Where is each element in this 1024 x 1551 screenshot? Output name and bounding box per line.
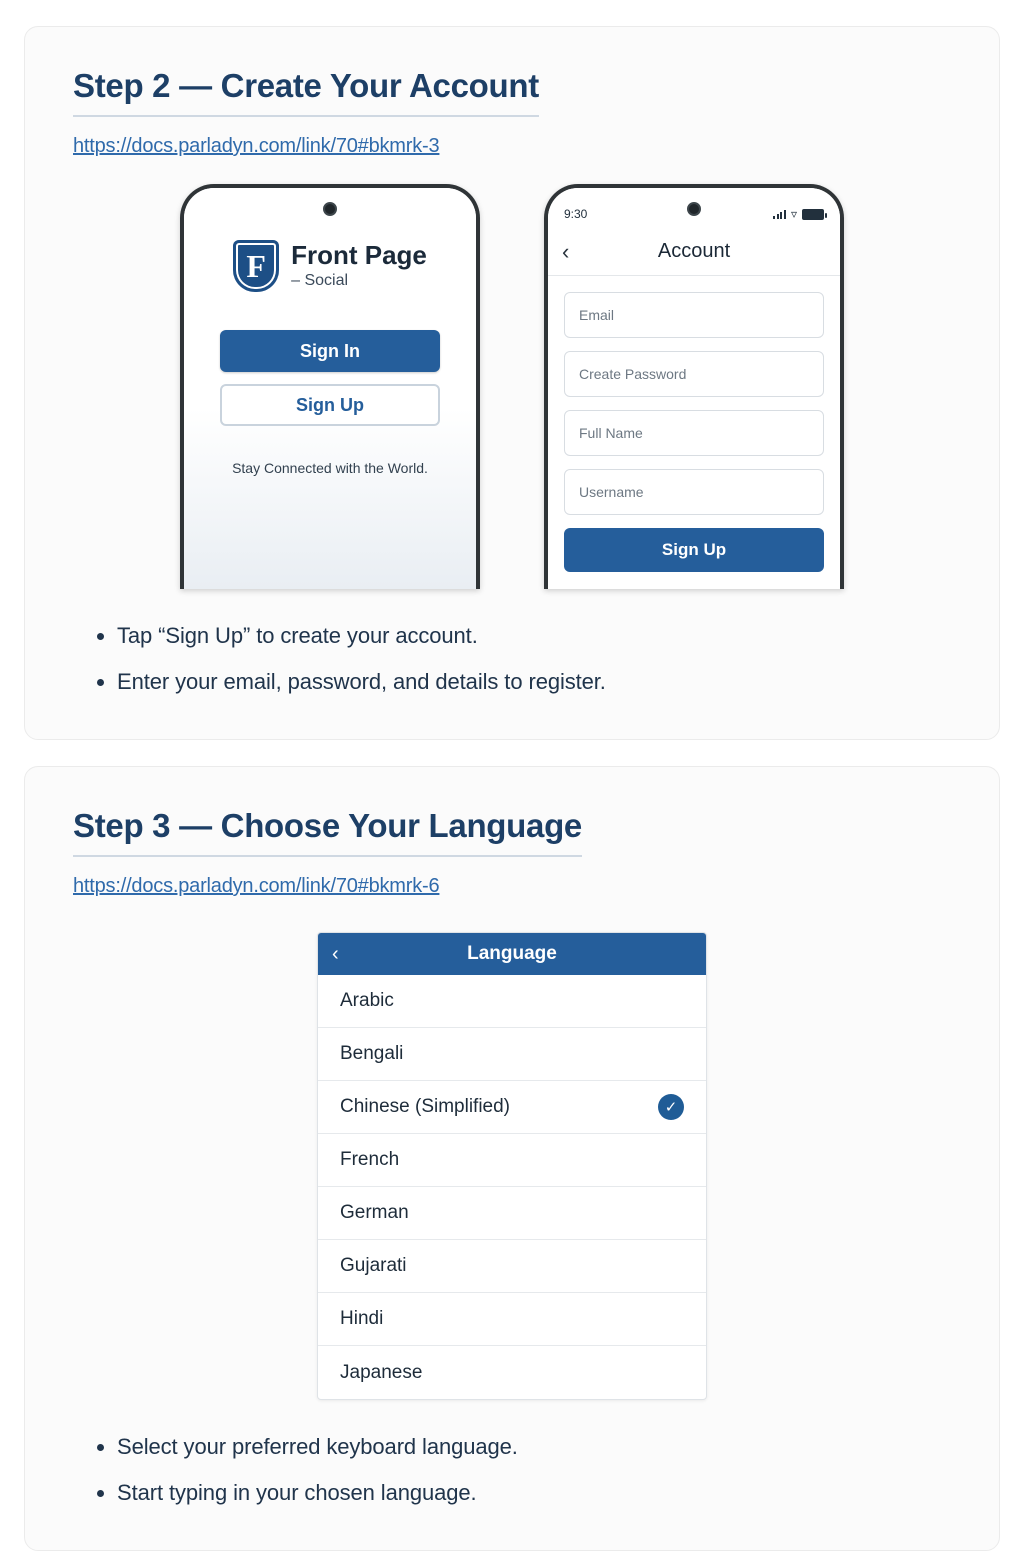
list-item[interactable] — [318, 1293, 706, 1346]
account-title: Account — [657, 240, 731, 262]
app-name: Front Page — [291, 240, 427, 271]
language-label: Chinese (Simplified) — [340, 1096, 511, 1117]
list-item[interactable] — [318, 1028, 706, 1081]
language-label: Japanese — [340, 1361, 423, 1383]
list-item: • Enter your email, password, and details to register. — [117, 669, 951, 695]
sign-up-button[interactable]: Sign Up — [220, 384, 440, 426]
language-header-title: Language — [467, 943, 557, 964]
full-name-field[interactable]: Full Name — [564, 410, 824, 456]
chevron-left-icon[interactable]: ‹ — [332, 943, 339, 965]
app-logo: F — [233, 240, 279, 292]
check-icon: ✓ — [658, 1094, 684, 1120]
chevron-left-icon[interactable]: ‹ — [562, 238, 570, 264]
list-item: • Start typing in your chosen language. — [117, 1480, 951, 1506]
signal-icon — [773, 209, 786, 219]
language-label: Hindi — [340, 1308, 384, 1329]
step2-screenshots — [73, 184, 951, 589]
sign-up-submit-button[interactable]: Sign Up — [564, 528, 824, 572]
signin-screen — [184, 188, 476, 589]
step3-bullets — [73, 1434, 951, 1506]
list-item[interactable] — [318, 1346, 706, 1399]
phone-mockup-account — [544, 184, 844, 589]
step2-bullets — [73, 623, 951, 695]
list-item: • Tap “Sign Up” to create your account. — [117, 623, 951, 649]
camera-icon — [687, 202, 701, 216]
list-item[interactable] — [318, 1134, 706, 1187]
status-time: 9:30 — [564, 207, 588, 221]
language-label: Gujarati — [340, 1255, 407, 1276]
list-item-selected[interactable] — [318, 1081, 706, 1134]
list-item[interactable] — [318, 1240, 706, 1293]
account-screen — [548, 188, 840, 589]
page-title: Step 2 — Create Your Account — [73, 67, 539, 117]
step2-card — [24, 26, 1000, 740]
brand-lockup — [184, 240, 476, 292]
step3-link[interactable]: https://docs.parladyn.com/link/70#bkmrk-6 — [73, 875, 440, 897]
list-item[interactable] — [318, 1187, 706, 1240]
battery-icon — [802, 209, 824, 220]
page-title: Step 3 — Choose Your Language — [73, 807, 582, 857]
phone-mockup-signin — [180, 184, 480, 589]
language-label: Bengali — [340, 1043, 404, 1064]
camera-icon — [323, 202, 337, 216]
language-header — [318, 933, 706, 975]
language-label: Arabic — [340, 990, 394, 1011]
password-field[interactable]: Create Password — [564, 351, 824, 397]
step2-link[interactable]: https://docs.parladyn.com/link/70#bkmrk-3 — [73, 135, 440, 157]
account-navbar — [548, 228, 840, 276]
sign-in-button[interactable]: Sign In — [220, 330, 440, 372]
language-screenshot — [73, 932, 951, 1400]
username-field[interactable]: Username — [564, 469, 824, 515]
tagline-text: Stay Connected with the World. — [232, 460, 428, 476]
app-subtitle: – Social — [291, 271, 349, 289]
email-field[interactable]: Email — [564, 292, 824, 338]
step3-card — [24, 766, 1000, 1551]
list-item[interactable] — [318, 975, 706, 1028]
language-panel — [317, 932, 707, 1400]
signup-form — [548, 276, 840, 572]
language-label: German — [340, 1202, 409, 1223]
list-item: • Select your preferred keyboard language. — [117, 1434, 951, 1460]
language-label: French — [340, 1149, 400, 1170]
wifi-icon: ▿ — [790, 207, 797, 221]
